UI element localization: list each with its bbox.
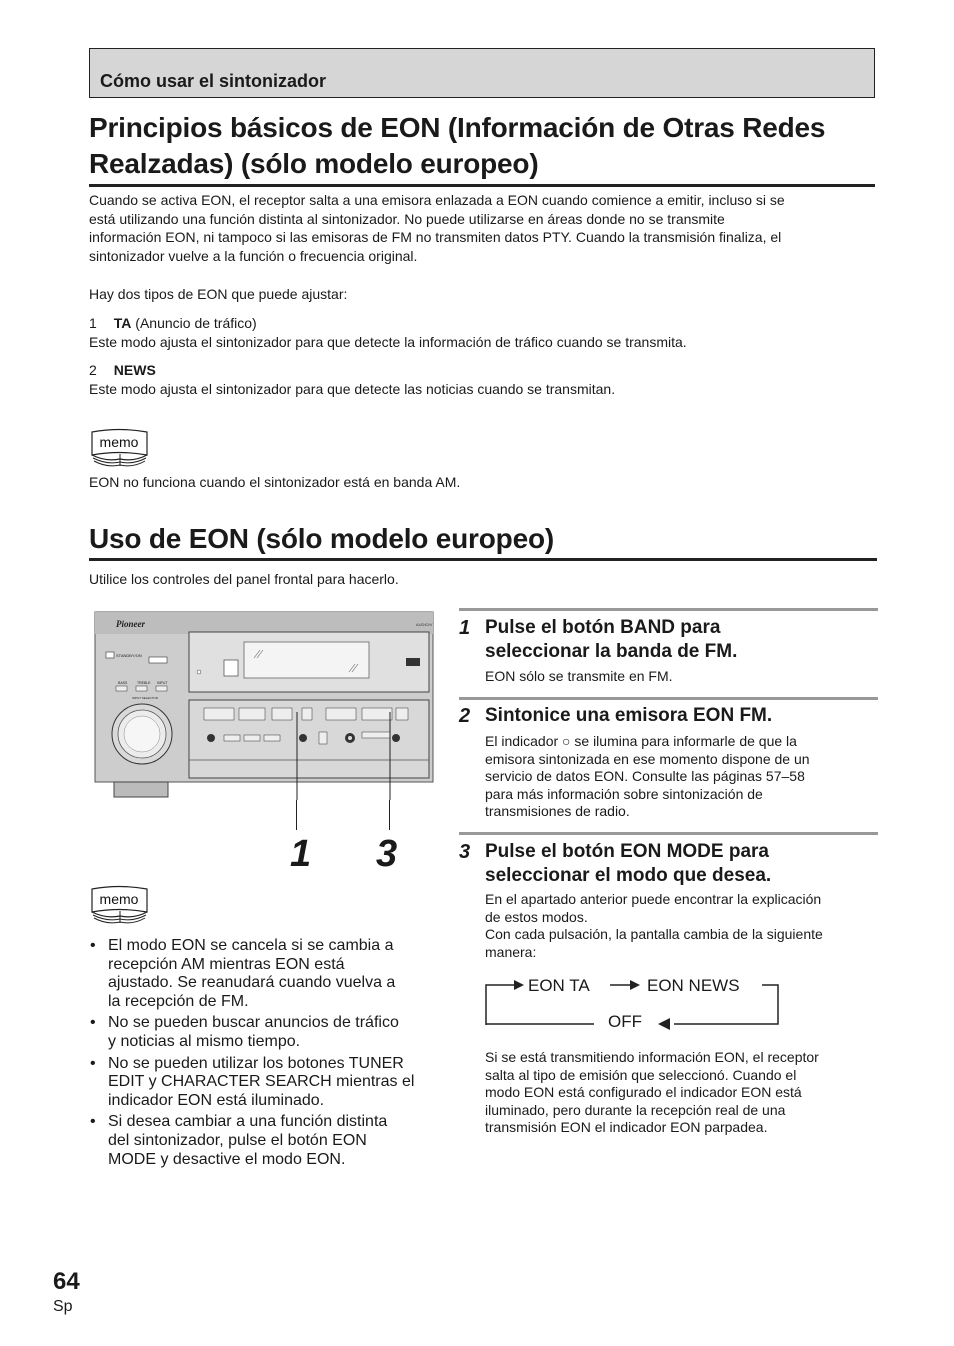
eon-use-heading: Uso de EON (sólo modelo europeo) bbox=[89, 523, 554, 554]
eon-basics-heading bbox=[89, 110, 879, 182]
callout-3: 3 bbox=[376, 833, 398, 875]
svg-text:INPUT SELECTOR: INPUT SELECTOR bbox=[132, 696, 158, 700]
step-1-title: 1 Pulse el botón BAND para seleccionar la banda de FM. bbox=[459, 617, 738, 662]
mode-eon-news: EON NEWS bbox=[647, 976, 740, 995]
step-divider bbox=[459, 608, 878, 611]
svg-text:AUDIO/V: AUDIO/V bbox=[416, 622, 433, 627]
heading-line-1: Principios básicos de EON (Información de Otras Redes bbox=[89, 112, 826, 143]
memo-text: EON no funciona cuando el sintonizador está en banda AM. bbox=[89, 474, 461, 490]
heading-rule bbox=[89, 558, 877, 561]
step-3-title: 3 Pulse el botón EON MODE para seleccionar el modo que desea. bbox=[459, 841, 772, 886]
closing-paragraph: Si se está transmitiendo información EON, el receptor salta al tipo de emisión que seleccionó. Cuando el modo EON está configurado el indicador EON está iluminado, pero durante la recepción real de una transmisión EON el indicador EON parpadea. bbox=[485, 1049, 819, 1135]
mode-eon-ta: EON TA bbox=[528, 976, 590, 995]
callout-1: 1 bbox=[290, 833, 312, 875]
svg-text:INPUT: INPUT bbox=[157, 681, 168, 685]
svg-text:Pioneer: Pioneer bbox=[116, 619, 145, 629]
type-ta: 1 TA (Anuncio de tráfico) Este modo ajusta el sintonizador para que detecte la información de tráfico cuando se transmita. bbox=[89, 315, 687, 350]
svg-text:TREBLE: TREBLE bbox=[137, 681, 151, 685]
list-item: • Si desea cambiar a una función distinta del sintonizador, pulse el botón EON MODE y desactive el modo EON. bbox=[89, 1113, 449, 1169]
eon-use-intro: Utilice los controles del panel frontal para hacerlo. bbox=[89, 571, 399, 587]
list-item: • No se pueden buscar anuncios de tráfico y noticias al mismo tiempo. bbox=[89, 1014, 449, 1051]
callout-line-3 bbox=[389, 800, 390, 830]
step-1-body: EON sólo se transmite en FM. bbox=[485, 668, 673, 684]
heading-line-2: Realzadas) (sólo modelo europeo) bbox=[89, 148, 539, 179]
step-3-body: En el apartado anterior puede encontrar la explicación de estos modos. Con cada pulsación, la pantalla cambia de la siguiente manera: bbox=[485, 891, 823, 960]
eon-intro-paragraph: Cuando se activa EON, el receptor salta a una emisora enlazada a EON cuando comience a emitir, incluso si se está utilizando una función distinta al sintonizador. No puede utilizarse en áreas donde no se transmite información EON, ni tampoco si las emisoras de FM no transmiten datos PTY. Cuando la transmisión finaliza, el sintonizador vuelve a la función o frecuencia original. bbox=[89, 192, 785, 264]
heading-rule bbox=[89, 184, 875, 187]
tone-buttons bbox=[116, 686, 167, 691]
svg-text:STANDBY/ON: STANDBY/ON bbox=[116, 653, 142, 658]
step-2-body: El indicador ○ se ilumina para informarle de que la emisora sintonizada en ese momento dispone de un servicio de datos EON. Consulte las páginas 57–58 para más información sobre sintonización de transmisiones de radio. bbox=[485, 733, 810, 819]
memo-icon bbox=[89, 428, 151, 473]
types-intro: Hay dos tipos de EON que puede ajustar: bbox=[89, 286, 348, 302]
callout-line-1 bbox=[296, 800, 297, 830]
memo-label: memo bbox=[99, 434, 139, 450]
svg-text:BASS: BASS bbox=[118, 681, 128, 685]
step-divider bbox=[459, 832, 878, 835]
type-news: 2 NEWS Este modo ajusta el sintonizador para que detecte las noticias cuando se transmitan. bbox=[89, 362, 616, 397]
section-banner bbox=[89, 48, 875, 98]
memo-icon bbox=[89, 885, 151, 930]
list-item: • No se pueden utilizar los botones TUNER EDIT y CHARACTER SEARCH mientras el indicador EON está iluminado. bbox=[89, 1055, 449, 1111]
memo-label: memo bbox=[99, 891, 139, 907]
memo-bullet-list bbox=[89, 937, 449, 1172]
receiver-front-panel bbox=[94, 610, 434, 800]
mode-off: OFF bbox=[608, 1012, 642, 1031]
page-language: Sp bbox=[53, 1298, 73, 1315]
step-divider bbox=[459, 697, 878, 700]
page-number: 64 bbox=[53, 1268, 80, 1295]
section-title: Cómo usar el sintonizador bbox=[100, 71, 327, 91]
step-2-title: 2 Sintonice una emisora EON FM. bbox=[459, 705, 773, 727]
list-item: • El modo EON se cancela si se cambia a recepción AM mientras EON está ajustado. Se reanudará cuando vuelva a la recepción de FM. bbox=[89, 937, 449, 1011]
eon-mode-cycle-diagram bbox=[484, 972, 784, 1034]
